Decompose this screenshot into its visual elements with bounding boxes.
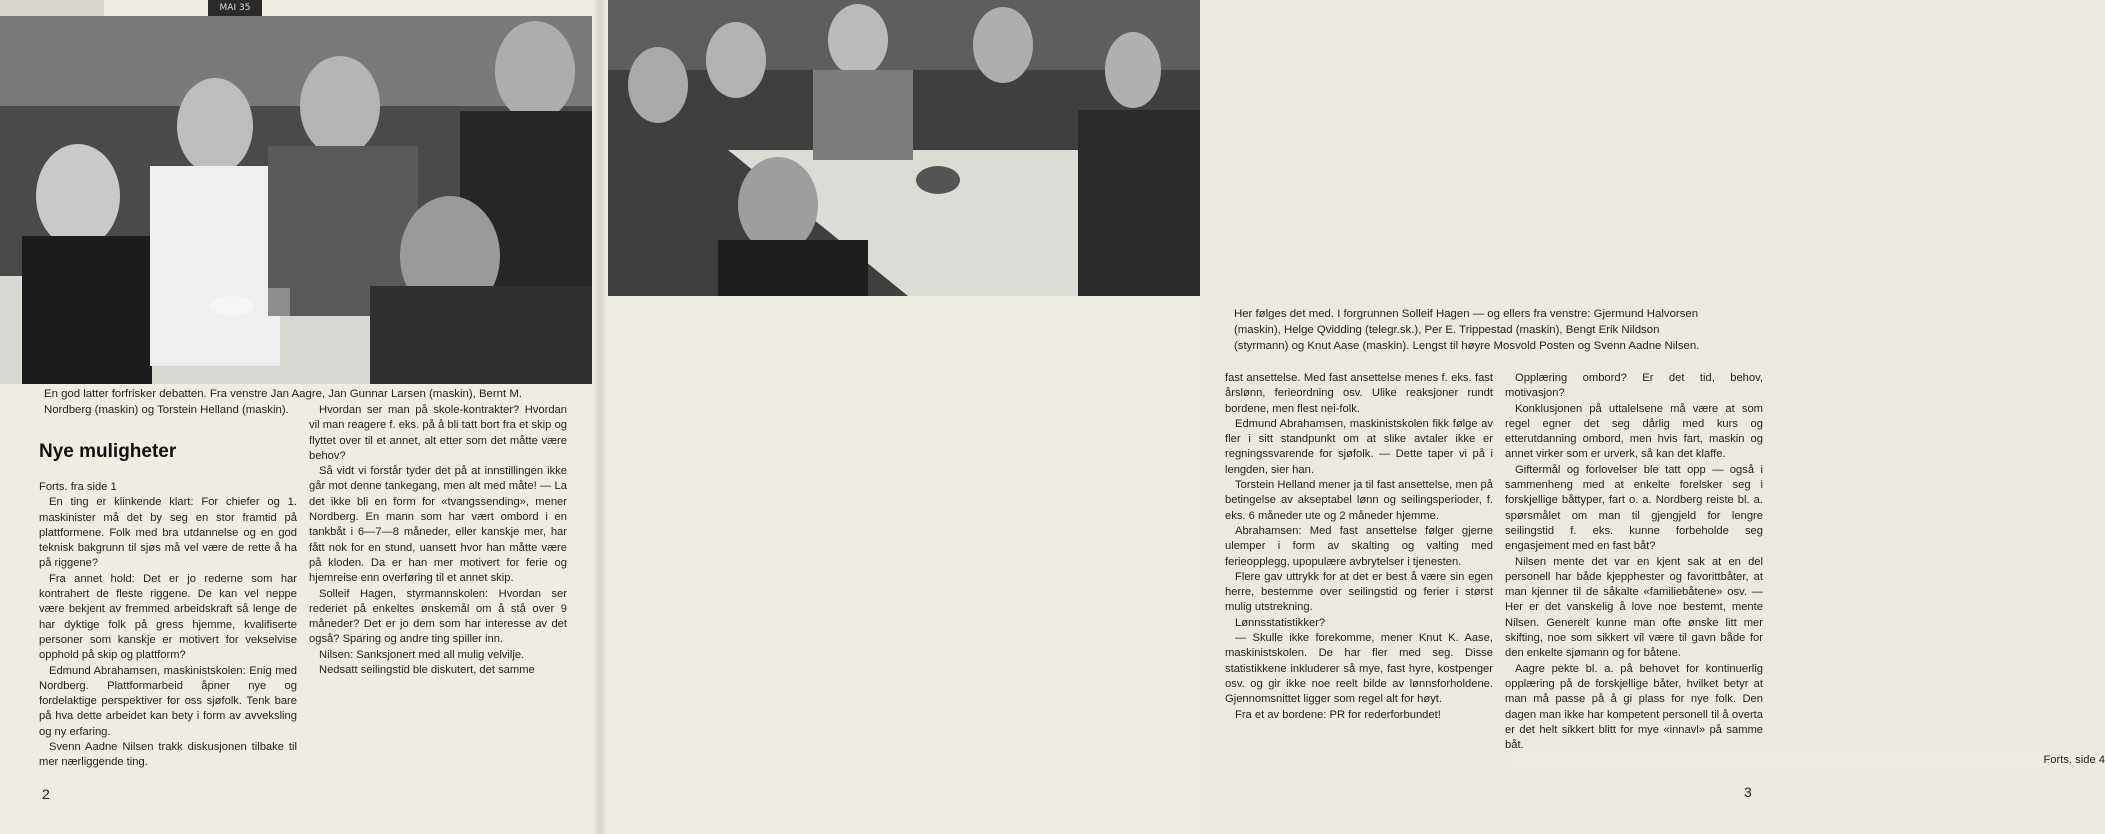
paragraph: En ting er klinkende klart: For chiefer og 1. maskinister må det by seg en stor framtid på plattformene. Folk med bra utdannelse og en god teknisk bakgrunn til sjøs må vel være de rette å ha på riggene? <box>39 496 297 570</box>
photo-caption-right: Her følges det med. I forgrunnen Solleif Hagen — og ellers fra venstre: Gjermund Halvorsen (maskin), Helge Qvidding (telegr.sk.), Per E. Trippestad (maskin), Bengt Erik Nildson (styrmann) og Knut Aase (maskin). Lengst til høyre Mosvold Posten og Svenn Aadne Nilsen. <box>1234 308 1700 352</box>
text-column-2 <box>309 403 567 678</box>
paragraph: Hvordan ser man på skole-kontrakter? Hvordan vil man reagere f. eks. på å bli tatt bort fra et skip og flyttet over til et annet, alt etter som det måtte være behov? <box>309 404 567 462</box>
paragraph: Giftermål og forlovelser ble tatt opp — også i sammenheng med at enkelte forelsker seg i forskjellige båttyper, fart o. a. Nordberg reiste bl. a. spørsmålet om man til gjengjeld for lengre seilingstid f. eks. kunne forbeholde seg engasjement med en fast båt? <box>1505 463 1763 553</box>
paragraph: Forts. side 4 <box>1505 753 2105 768</box>
photo-caption-left: En god latter forfrisker debatten. Fra venstre Jan Aagre, Jan Gunnar Larsen (maskin), Bernt M. Nordberg (maskin) og Torstein Helland (maskin). <box>44 388 523 416</box>
text-column-1 <box>39 480 297 771</box>
paragraph: Aagre pekte bl. a. på behovet for kontinuerlig opplæring på de forskjellige båter, hvilket betyr at man må passe på å gi plass for nye folk. Den dagen man ikke har kompetent personell til å overta er det helt sikkert blitt for mye «innavl» på samme båt. <box>1505 662 1763 752</box>
paragraph: Nedsatt seilingstid ble diskutert, det samme <box>319 664 535 677</box>
paragraph: Svenn Aadne Nilsen trakk diskusjonen tilbake til mer nærliggende ting. <box>39 741 297 769</box>
paragraph: Abrahamsen: Med fast ansettelse følger gjerne ulemper i form av skalting og valting med ferieopplegg, upopulære avbrytelser i tjenesten. <box>1225 524 1493 568</box>
photo-left-illustration <box>0 16 592 384</box>
picture-frame-edge <box>0 0 104 17</box>
paragraph: Fra annet hold: Det er jo rederne som har kontrahert de fleste riggene. De kan vel neppe være bekjent av fremmed arbeidskraft så lenge de har dyktige folk på gress hjemme, kvalifiserte personer som kanskje er motivert for vekselvise opphold på skip og plattform? <box>39 572 297 662</box>
article-heading: Nye muligheter <box>39 441 177 462</box>
text-column-3 <box>1225 371 1493 723</box>
paragraph: Torstein Helland mener ja til fast ansettelse, men på betingelse av akseptabel lønn og seilingsperioder, f. eks. 6 måneder ute og 2 måneder hjemme. <box>1225 479 1493 522</box>
page-number-right: 3 <box>1744 784 1752 800</box>
paragraph: Nilsen: Sanksjonert med all mulig velvilje. <box>319 648 525 661</box>
paragraph: Lønnsstatistikker? <box>1235 616 1326 629</box>
paragraph: Flere gav uttrykk for at det er best å være sin egen herre, bestemme over seilingstid og ferier i størst mulig utstrekning. <box>1225 570 1493 614</box>
text-column-4 <box>1505 371 2105 769</box>
photo-right-discussion <box>608 0 1200 296</box>
left-page <box>0 0 600 834</box>
right-page <box>600 0 2105 834</box>
paragraph: Så vidt vi forstår tyder det på at innstillingen ikke går mot denne tankegang, men alt med måte! — La det ikke bli en form for «tvangssending», mener Nordberg. En mann som har vært ombord i en tankbåt i 6—7—8 måneder, eller kanskje mer, har fått nok for en stund, uansett hvor han måtte være på kloden. Da er han mer motivert for ferie og hjemreise enn overføring til et annet skip. <box>309 465 567 585</box>
wall-calendar: MAI 35 <box>208 0 262 16</box>
paragraph: Edmund Abrahamsen, maskinistskolen: Enig med Nordberg. Plattformarbeid åpner nye og fordelaktige perspektiver for oss sjøfolk. Tenk bare på hva dette arbeidet kan bety i form av avveksling og ny erfaring. <box>39 664 297 738</box>
paragraph: Nilsen mente det var en kjent sak at en del personell har både kjepphester og favorittbåter, at man kjenner til de såkalte «familiebåtene» osv. — Her er det vanskelig å love noe bestemt, mente Nilsen. Generelt kunne man ofte ønske litt mer skifting, noe som sikkert vil være til gavn både for den enkelte sjømann og for båtene. <box>1505 555 1763 660</box>
paragraph: Edmund Abrahamsen, maskinistskolen fikk følge av fler i sitt standpunkt om at slike avtaler ikke er regningssvarende for sjøfolk. — Dette taper vi på i lengden, sier han. <box>1225 417 1493 476</box>
paragraph: Fra et av bordene: PR for rederforbundet! <box>1235 708 1441 721</box>
paragraph: — Skulle ikke forekomme, mener Knut K. Aase, maskinistskolen. De har fler med seg. Disse statistikkene inkluderer så mye, fast hyre, kostpenger osv. og gir ikke noe reelt bilde av lønnsforholdene. Gjennomsnittet ligger som regel alt for høyt. <box>1225 632 1493 706</box>
photo-right-illustration <box>608 0 1200 296</box>
paragraph: fast ansettelse. Med fast ansettelse menes f. eks. fast årslønn, ferieordning osv. Ulike reaksjoner rundt bordene, men flest nei-folk. <box>1225 372 1493 415</box>
paragraph: Konklusjonen på uttalelsene må være at som regel egner det seg dårlig med kurs og etterutdanning ombord, men hvis fart, maskin og annet virker som er urverk, så kan det klaffe. <box>1505 402 1763 461</box>
paragraph: Solleif Hagen, styrmannskolen: Hvordan ser rederiet på enkeltes ønskemål om å stå over 9 måneder? Det er jo dem som har interesse av det også? Sparing og andre ting spiller inn. <box>309 587 567 646</box>
paragraph: Opplæring ombord? Er det tid, behov, motivasjon? <box>1505 372 1763 400</box>
paragraph: Forts. fra side 1 <box>39 481 117 493</box>
page-number-left: 2 <box>42 786 50 802</box>
photo-left-discussion <box>0 16 592 384</box>
